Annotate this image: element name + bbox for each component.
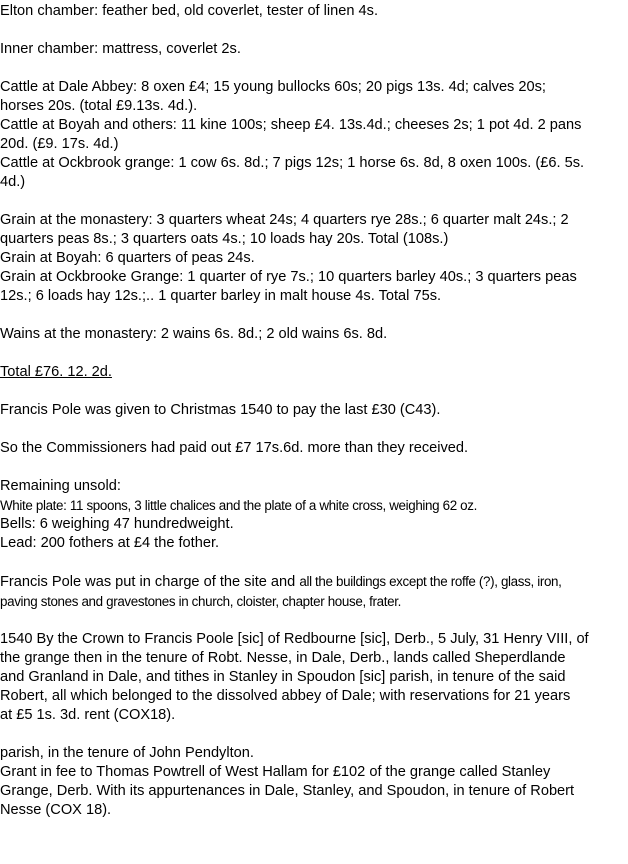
paragraph-gap <box>0 382 626 401</box>
text-line: parish, in the tenure of John Pendylton. <box>0 745 254 761</box>
text-line: Cattle at Dale Abbey: 8 oxen £4; 15 young bullocks 60s; 20 pigs 13s. 4d; calves 20s; <box>0 79 546 95</box>
text-line: 1540 By the Crown to Francis Poole [sic] of Redbourne [sic], Derb., 5 July, 31 Henry VIII, of <box>0 631 589 647</box>
text-line: Nesse (COX 18). <box>0 802 112 818</box>
text-line: horses 20s. (total £9.13s. 4d.). <box>0 98 198 114</box>
cattle-boyah-entry <box>0 116 626 154</box>
paragraph-gap <box>0 344 626 363</box>
text-line: Inner chamber: mattress, coverlet 2s. <box>0 41 241 57</box>
remaining-unsold-section <box>0 477 626 553</box>
text-line: Cattle at Ockbrook grange: 1 cow 6s. 8d.; 7 pigs 12s; 1 horse 6s. 8d, 8 oxen 100s. (£6. 5s. <box>0 155 585 171</box>
text-line: White plate: 11 spoons, 3 little chalices and the plate of a white cross, weighing 62 oz. <box>0 498 477 513</box>
text-line: So the Commissioners had paid out £7 17s.6d. more than they received. <box>0 440 469 456</box>
text-line: 12s.; 6 loads hay 12s.;.. 1 quarter barley in malt house 4s. Total 75s. <box>0 288 442 304</box>
section-heading: Remaining unsold: <box>0 478 121 494</box>
paragraph-gap <box>0 306 626 325</box>
text-line: quarters peas 8s.; 3 quarters oats 4s.; 10 loads hay 20s. Total (108s.) <box>0 231 449 247</box>
text-line: 20d. (£9. 17s. 4d.) <box>0 136 119 152</box>
text-line: Wains at the monastery: 2 wains 6s. 8d.; 2 old wains 6s. 8d. <box>0 326 388 342</box>
cattle-ockbrook-entry <box>0 154 626 192</box>
text-line: Grange, Derb. With its appurtenances in Dale, Stanley, and Spoudon, in tenure of Robert <box>0 783 575 799</box>
elton-chamber-entry <box>0 2 626 21</box>
paragraph-gap <box>0 725 626 744</box>
paragraph-gap <box>0 553 626 572</box>
crown-grant-entry <box>0 630 626 725</box>
grain-boyah-entry <box>0 249 626 268</box>
paragraph-gap <box>0 611 626 630</box>
total-entry <box>0 363 626 382</box>
text-line: Grant in fee to Thomas Powtrell of West Hallam for £102 of the grange called Stanley <box>0 764 551 780</box>
commissioners-note <box>0 439 626 458</box>
text-line: paving stones and gravestones in church, cloister, chapter house, frater. <box>0 594 401 609</box>
wains-entry <box>0 325 626 344</box>
text-line: Cattle at Boyah and others: 11 kine 100s; sheep £4. 13s.4d.; cheeses 2s; 1 pot 4d. 2 pans <box>0 117 582 133</box>
text-line: and Granland in Dale, and tithes in Stanley in Spoudon [sic] parish, in tenure of the said <box>0 669 566 685</box>
total-text: Total £76. 12. 2d. <box>0 364 112 380</box>
text-line: the grange then in the tenure of Robt. Nesse, in Dale, Derb., lands called Sheperdlande <box>0 650 566 666</box>
paragraph-gap <box>0 192 626 211</box>
text-line: 4d.) <box>0 174 26 190</box>
document-body <box>0 2 626 820</box>
francis-pole-site-entry <box>0 572 626 611</box>
paragraph-gap <box>0 458 626 477</box>
paragraph-gap <box>0 21 626 40</box>
text-run: all the buildings except the roffe (?), glass, iron, <box>299 574 562 589</box>
cattle-dale-entry <box>0 78 626 116</box>
text-line: Grain at Ockbrooke Grange: 1 quarter of rye 7s.; 10 quarters barley 40s.; 3 quarters peas <box>0 269 577 285</box>
grain-ockbrooke-entry <box>0 268 626 306</box>
text-line: Robert, all which belonged to the dissolved abbey of Dale; with reservations for 21 years <box>0 688 571 704</box>
powtrell-grant-entry <box>0 763 626 820</box>
text-line: Lead: 200 fothers at £4 the fother. <box>0 535 220 551</box>
text-line: Grain at Boyah: 6 quarters of peas 24s. <box>0 250 255 266</box>
inner-chamber-entry <box>0 40 626 59</box>
text-line: Grain at the monastery: 3 quarters wheat 24s; 4 quarters rye 28s.; 6 quarter malt 24s.; 2 <box>0 212 569 228</box>
grain-monastery-entry <box>0 211 626 249</box>
text-line: at £5 1s. 3d. rent (COX18). <box>0 707 176 723</box>
paragraph-gap <box>0 59 626 78</box>
text-line: Bells: 6 weighing 47 hundredweight. <box>0 516 234 532</box>
francis-pole-payment <box>0 401 626 420</box>
paragraph-gap <box>0 420 626 439</box>
pendylton-entry <box>0 744 626 763</box>
text-line: Francis Pole was given to Christmas 1540 to pay the last £30 (C43). <box>0 402 441 418</box>
text-line <box>0 572 626 592</box>
text-run: Francis Pole was put in charge of the site and <box>0 574 300 590</box>
text-line: Elton chamber: feather bed, old coverlet, tester of linen 4s. <box>0 3 379 19</box>
